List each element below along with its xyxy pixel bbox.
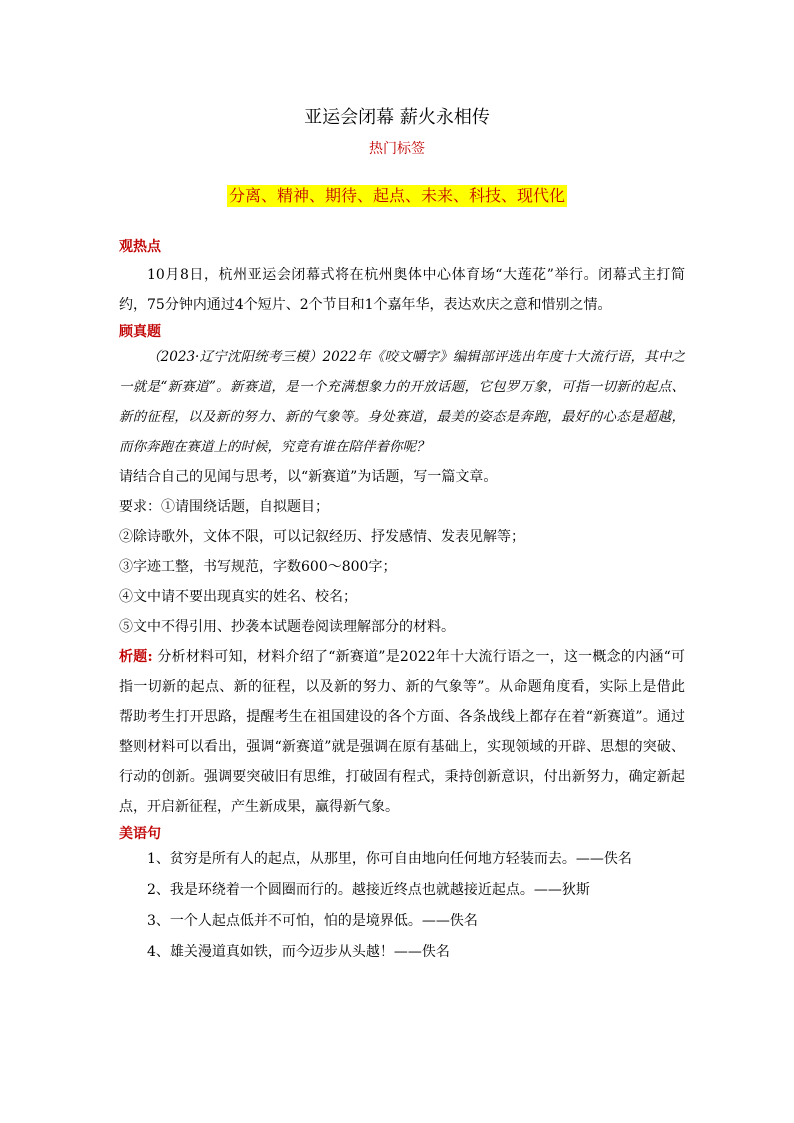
analysis-text: 分析材料可知，材料介绍了“新赛道”是2022年十大流行语之一，这一概念的内涵“可指一切新的起点、新的征程，以及新的努力、新的气象等”。从命题角度看，实际上是借此帮助考生打开思路，提醒考生在祖国建设的各个方面、各条战线上都存在着“新赛道”。通过整则材料可以看出，强调“新赛道”就是强调在原有基础上，实现领域的开辟、思想的突破、行动的创新。强调要突破旧有思维，打破固有程式，秉持创新意识，付出新努力，确定新起点，开启新征程，产生新成果，赢得新气象。 — [119, 649, 685, 815]
requirement-item: ④文中请不要出现真实的姓名、校名； — [119, 589, 357, 605]
requirement-item: ②除诗歌外，文体不限，可以记叙经历、抒发感情、发表见解等； — [119, 529, 525, 545]
tags-highlight: 分离、精神、期待、起点、未来、科技、现代化 — [228, 186, 565, 205]
viewpoint-text: 10月8日，杭州亚运会闭幕式将在杭州奥体中心体育场“大莲花”举行。闭幕式主打简约，75分钟内通过4个短片、2个节目和1个嘉年华，表达欢庆之意和惜别之情。 — [119, 267, 685, 313]
viewpoint-heading: 观热点 — [119, 239, 161, 255]
analysis-label: 析题: — [119, 649, 153, 665]
hot-tag-label: 热门标签 — [369, 141, 425, 157]
quote-item: 2、我是环绕着一个圆圈而行的。越接近终点也就越接近起点。——狄斯 — [147, 882, 590, 898]
quote-item: 4、雄关漫道真如铁，而今迈步从头越！——佚名 — [147, 944, 450, 960]
question-prompt: （2023·辽宁沈阳统考三模）2022年《咬文嚼字》编辑部评选出年度十大流行语，其中之一就是“新赛道”。新赛道，是一个充满想象力的开放话题，它包罗万象，可指一切新的起点、新的征程，以及新的努力、新的气象等。身处赛道，最美的姿态是奔跑，最好的心态是超越，而你奔跑在赛道上的时候，究竟有谁在陪伴着你呢？ — [119, 349, 685, 455]
main-content — [119, 237, 685, 968]
requirement-item: 要求：①请围绕话题，自拟题目； — [119, 499, 329, 515]
question-heading: 顾真题 — [119, 324, 161, 340]
quotes-heading: 美语句 — [119, 826, 161, 842]
quote-item: 3、一个人起点低并不可怕，怕的是境界低。——佚名 — [147, 913, 478, 929]
quote-item: 1、贫穷是所有人的起点，从那里，你可自由地向任何地方轻装而去。——佚名 — [147, 851, 632, 867]
page-title: 亚运会闭幕 薪火永相传 — [304, 107, 490, 128]
requirement-item: ⑤文中不得引用、抄袭本试题卷阅读理解部分的材料。 — [119, 619, 455, 635]
analysis-paragraph — [119, 642, 685, 822]
requirement-item: ③字迹工整，书写规范，字数600～800字； — [119, 559, 397, 575]
tags-line — [0, 185, 794, 207]
question-instruction: 请结合自己的见闻与思考，以“新赛道”为话题，写一篇文章。 — [119, 469, 498, 485]
